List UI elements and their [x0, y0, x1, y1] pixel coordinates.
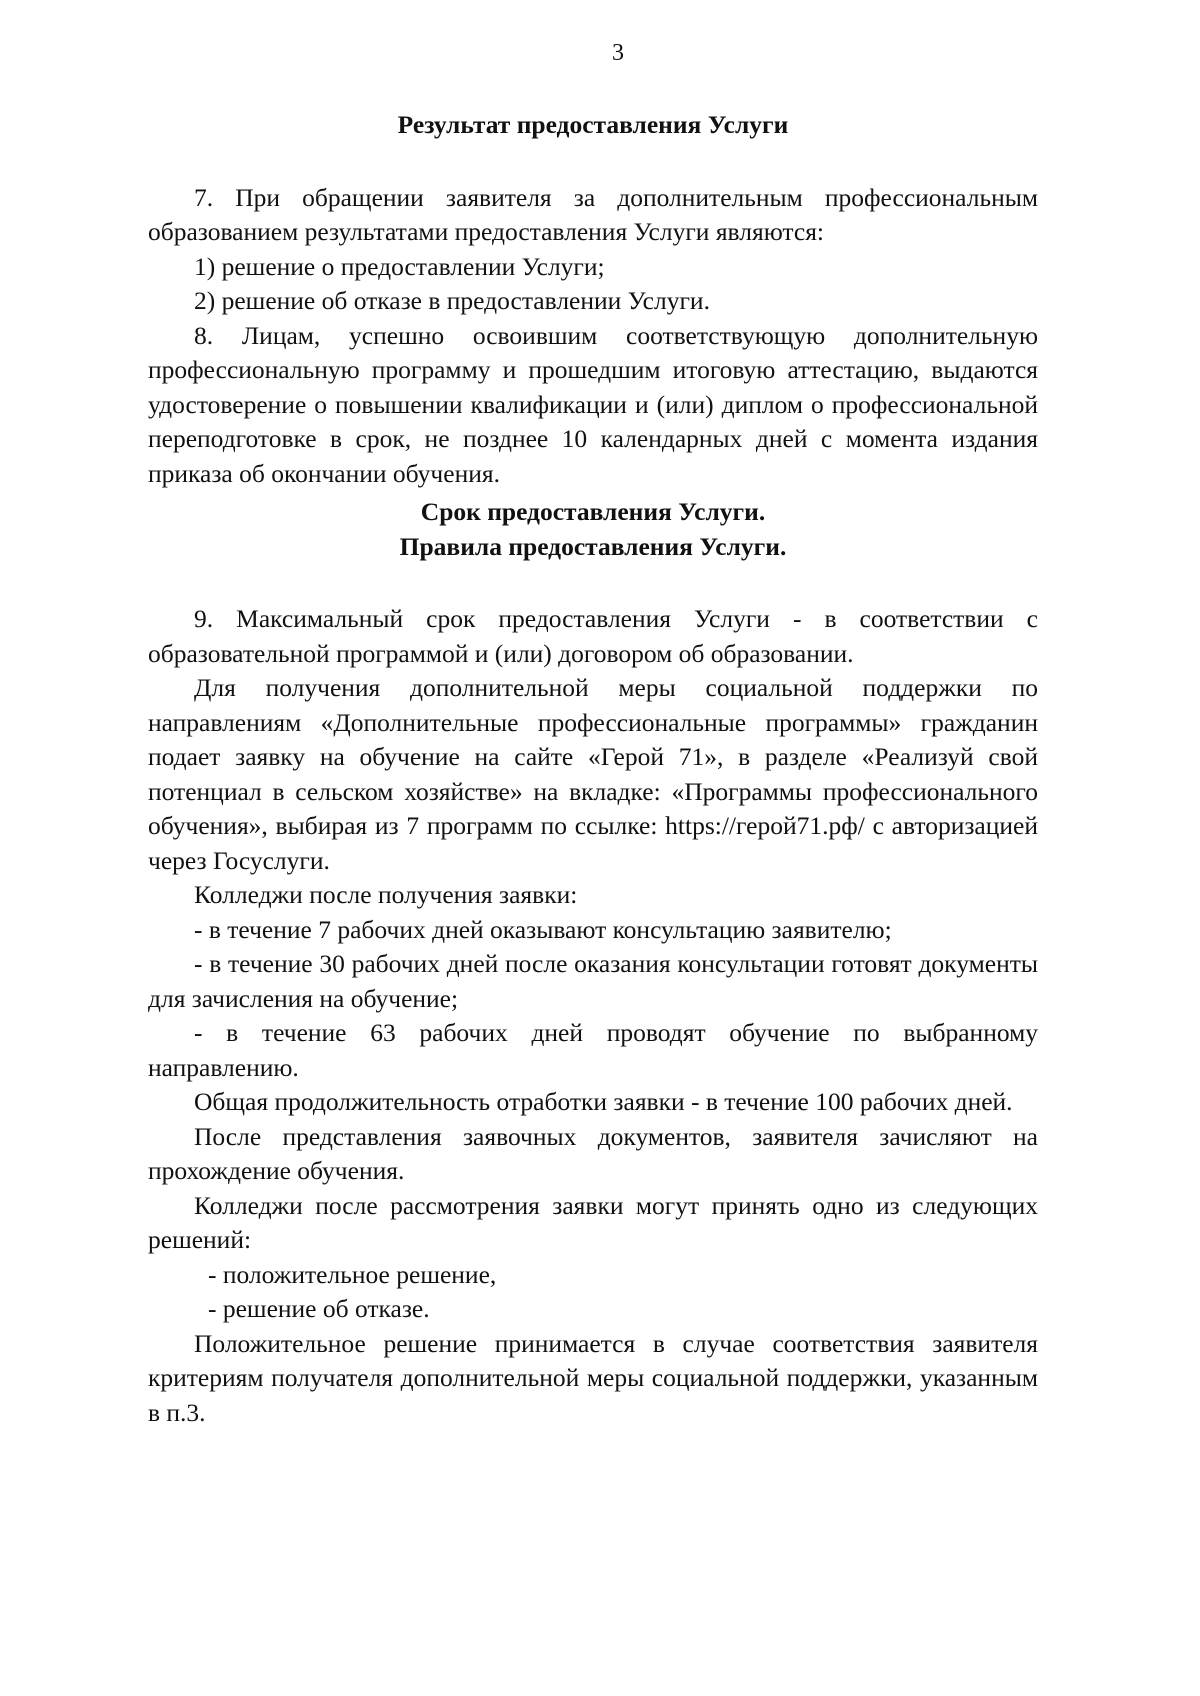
paragraph-application: Для получения дополнительной меры социальной поддержки по направлениям «Дополнительные профессиональные программы» гражданин подает заявку на обучение на сайте «Герой 71», в разделе «Реализуй свой потенциал в сельском хозяйстве» на вкладке: «Программы профессионального обучения», выбирая из 7 программ по ссылке: https://герой71.рф/ с авторизацией через Госуслуги. [148, 673, 1038, 875]
paragraph-enrollment: После представления заявочных документов, заявителя зачисляют на прохождение обучения. [148, 1121, 1038, 1185]
paragraph-7-item-1: 1) решение о предоставлении Услуги; [194, 251, 605, 281]
heading-term: Срок предоставления Услуги. [420, 497, 766, 526]
heading-result: Результат предоставления Услуги [397, 110, 789, 139]
paragraph-colleges-after: Колледжи после получения заявки: [194, 880, 578, 909]
paragraph-7: 7. При обращении заявителя за дополнительным профессиональным образованием результатами предоставления Услуги являются: [148, 182, 1038, 246]
heading-rules: Правила предоставления Услуги. [399, 531, 787, 561]
paragraph-8: 8. Лицам, успешно освоившим соответствующую дополнительную профессиональную программу и прошедшим итоговую аттестацию, выдаются удостоверение о повышении квалификации и (или) диплом о профессиональной переподготовке в срок, не позднее 10 календарных дней с момента издания приказа об окончании обучения. [148, 320, 1038, 488]
step-documents: - в течение 30 рабочих дней после оказания консультации готовят документы для зачисления на обучение; [148, 949, 1038, 1013]
paragraph-7-item-2: 2) решение об отказе в предоставлении Услуги. [194, 286, 710, 315]
page-number: 3 [612, 40, 624, 66]
decision-refusal: - решение об отказе. [208, 1294, 430, 1323]
step-training: - в течение 63 рабочих дней проводят обучение по выбранному направлению. [148, 1018, 1038, 1082]
paragraph-total-duration: Общая продолжительность отработки заявки - в течение 100 рабочих дней. [194, 1087, 1013, 1116]
step-consultation: - в течение 7 рабочих дней оказывают консультацию заявителю; [194, 914, 892, 944]
paragraph-9: 9. Максимальный срок предоставления Услуги - в соответствии с образовательной программой и (или) договором об образовании. [148, 604, 1038, 668]
paragraph-positive-decision: Положительное решение принимается в случае соответствия заявителя критериям получателя дополнительной меры социальной поддержки, указанным в п.3. [148, 1328, 1038, 1427]
paragraph-decisions: Колледжи после рассмотрения заявки могут принять одно из следующих решений: [148, 1190, 1038, 1254]
document-body [148, 108, 1038, 1430]
decision-positive: - положительное решение, [208, 1259, 497, 1289]
